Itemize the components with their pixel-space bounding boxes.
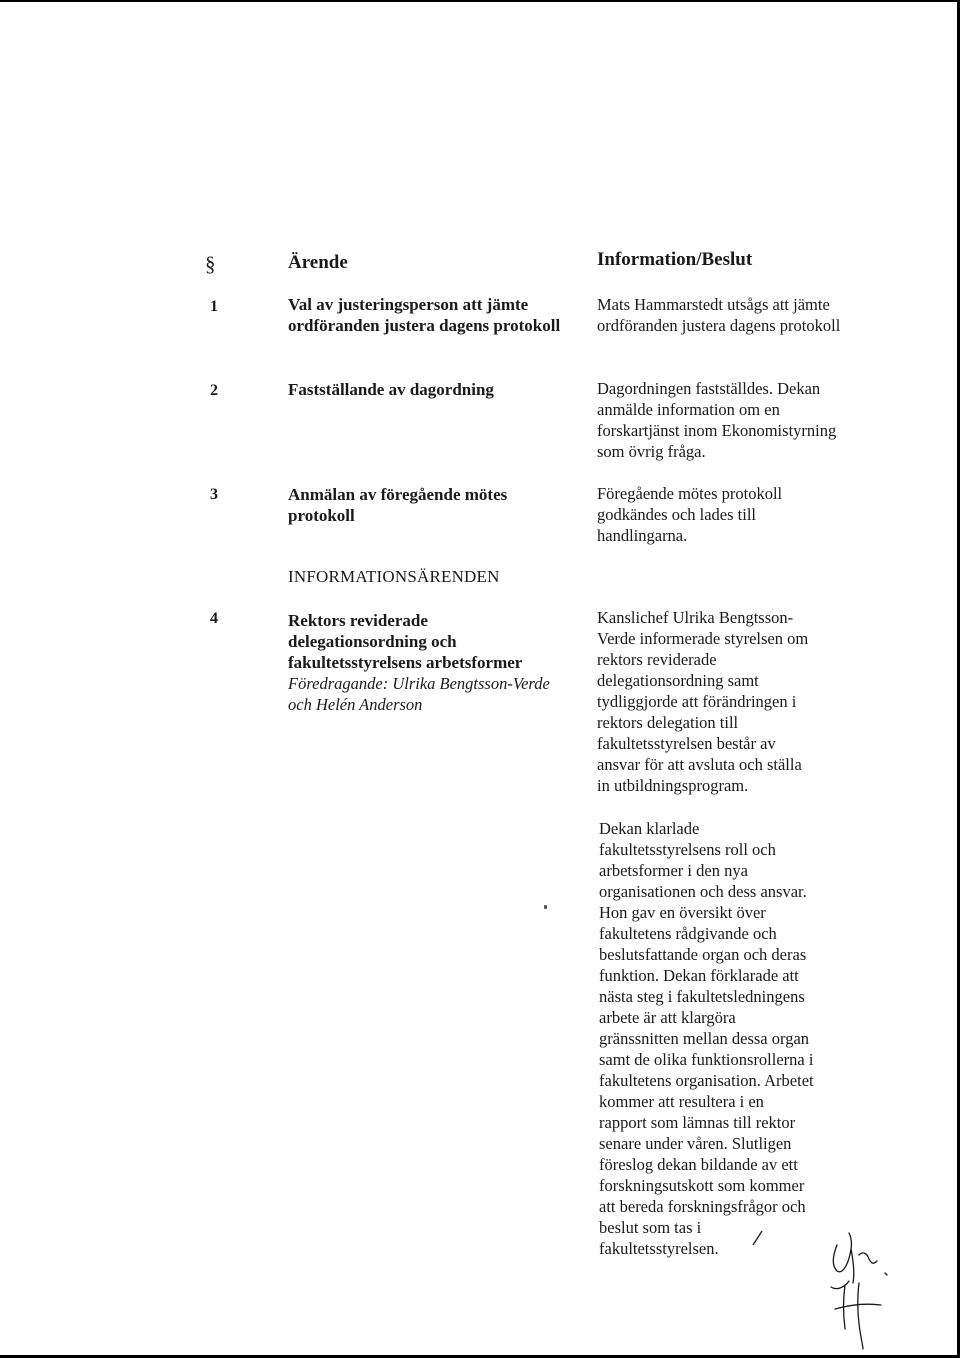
decision-line: anmälde information om en (597, 400, 780, 419)
decision-line: fakultetens organisation. Arbetet (599, 1071, 814, 1090)
item-number: 3 (210, 486, 218, 503)
decision-line: Mats Hammarstedt utsågs att jämte (597, 295, 830, 314)
presenter-line: och Helén Anderson (288, 695, 423, 714)
item-title (288, 379, 494, 400)
decision-column-header: Information/Beslut (597, 249, 753, 270)
item-decision (597, 483, 782, 546)
decision-line: rektors reviderade (597, 650, 717, 669)
decision-line: senare under våren. Slutligen (599, 1134, 792, 1153)
item-title-line: Fastställande av dagordning (288, 380, 494, 399)
decision-line: funktion. Dekan förklarade att (599, 966, 799, 985)
item-decision-continued (599, 818, 814, 1259)
decision-line: Föregående mötes protokoll (597, 484, 783, 503)
decision-line: Verde informerade styrelsen om (597, 629, 809, 648)
decision-line: organisationen och dess ansvar. (599, 882, 807, 901)
decision-line: tydliggjorde att förändringen i (597, 692, 797, 711)
decision-line: ansvar för att avsluta och ställa (597, 755, 802, 774)
item-number: 2 (210, 382, 218, 399)
decision-line: fakultetens rådgivande och (599, 924, 777, 943)
item-title (288, 294, 560, 336)
scan-edge-top (0, 0, 960, 2)
decision-line: Dekan klarlade (599, 819, 700, 838)
decision-line: Kanslichef Ulrika Bengtsson- (597, 608, 794, 627)
decision-line: forskartjänst inom Ekonomistyrning (597, 421, 837, 440)
pen-tick-mark (750, 1228, 766, 1248)
item-title-line: Anmälan av föregående mötes (288, 485, 508, 504)
item-title-line: Val av justeringsperson att jämte (288, 295, 529, 314)
decision-line: samt de olika funktionsrollerna i (599, 1050, 814, 1069)
decision-line: godkändes och lades till (597, 505, 757, 524)
handwritten-initials-signature (815, 1225, 915, 1350)
decision-line: arbete är att klargöra (599, 1008, 736, 1027)
item-decision (597, 294, 840, 336)
item-title-line: fakultetsstyrelsens arbetsformer (288, 653, 523, 672)
decision-line: som övrig fråga. (597, 442, 706, 461)
decision-line: att bereda forskningsfrågor och (599, 1197, 806, 1216)
decision-line: delegationsordning samt (597, 671, 759, 690)
decision-line: ordföranden justera dagens protokoll (597, 316, 841, 335)
decision-line: kommer att resultera i en (599, 1092, 764, 1111)
decision-line: rektors delegation till (597, 713, 739, 732)
decision-line: handlingarna. (597, 526, 688, 545)
paragraph-symbol: § (205, 252, 216, 276)
item-number: 1 (210, 298, 218, 315)
decision-line: Dagordningen fastställdes. Dekan (597, 379, 821, 398)
item-decision (597, 607, 808, 796)
decision-line: fakultetsstyrelsen består av (597, 734, 776, 753)
item-number: 4 (210, 610, 218, 627)
decision-line: rapport som lämnas till rektor (599, 1113, 796, 1132)
item-decision (597, 378, 836, 462)
decision-line: Hon gav en översikt över (599, 903, 766, 922)
presenter-line: Föredragande: Ulrika Bengtsson-Verde (288, 674, 550, 693)
item-title-line: ordföranden justera dagens protokoll (288, 316, 561, 335)
scan-speck (544, 905, 547, 909)
decision-line: beslutsfattande organ och deras (599, 945, 807, 964)
decision-line: forskningsutskott som kommer (599, 1176, 805, 1195)
decision-line: beslut som tas i (599, 1218, 702, 1237)
subject-column-header: Ärende (288, 252, 348, 273)
item-title-line: Rektors reviderade (288, 611, 428, 630)
decision-line: fakultetsstyrelsen. (599, 1239, 719, 1258)
item-title-line: delegationsordning och (288, 632, 457, 651)
decision-line: arbetsformer i den nya (599, 861, 748, 880)
decision-line: fakultetsstyrelsens roll och (599, 840, 776, 859)
decision-line: nästa steg i fakultetsledningens (599, 987, 805, 1006)
decision-line: föreslog dekan bildande av ett (599, 1155, 798, 1174)
item-title (288, 610, 550, 715)
item-title (288, 484, 507, 526)
item-title-line: protokoll (288, 506, 355, 525)
decision-line: gränssnitten mellan dessa organ (599, 1029, 810, 1048)
decision-line: in utbildningsprogram. (597, 776, 749, 795)
section-heading: INFORMATIONSÄRENDEN (288, 567, 500, 586)
